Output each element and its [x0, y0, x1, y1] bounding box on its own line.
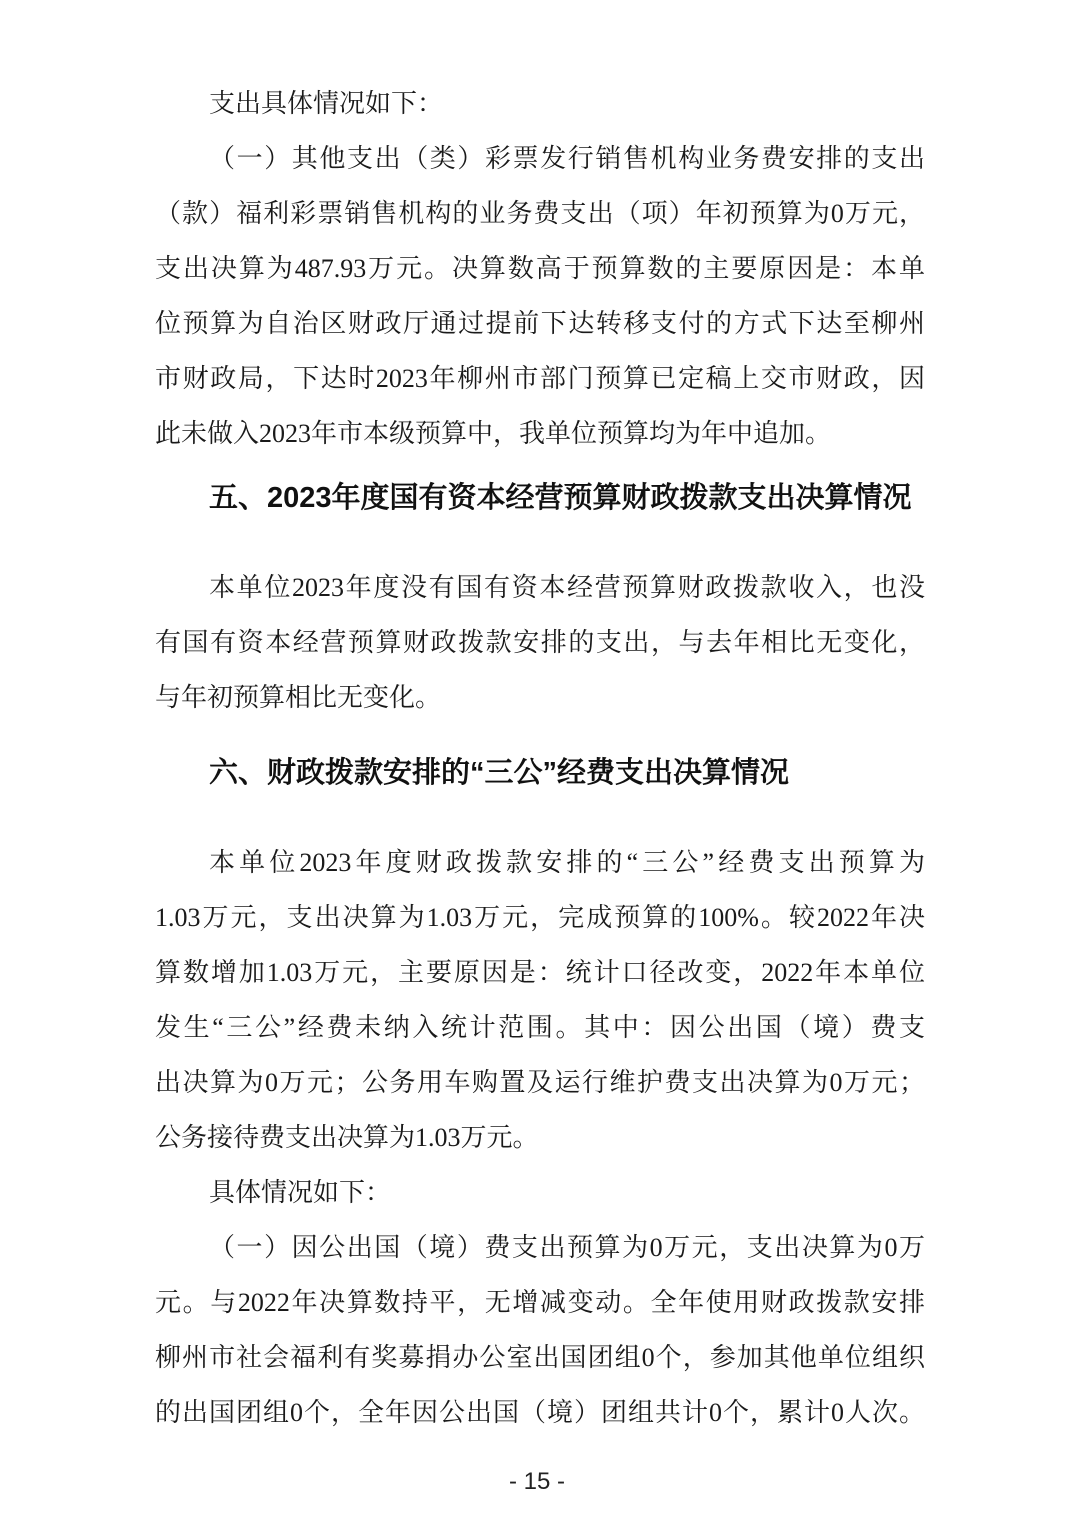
paragraph-state-capital-budget [155, 560, 925, 725]
text-line: 支出具体情况如下： [209, 89, 444, 118]
paragraph-overseas-trips [155, 1220, 925, 1440]
text-line: （款）福利彩票销售机构的业务费支出（项）年初预算为0万元， [155, 199, 925, 228]
section-heading-5: 五、2023年度国有资本经营预算财政拨款支出决算情况 [209, 482, 912, 514]
text-line: 出决算为0万元；公务用车购置及运行维护费支出决算为0万元； [155, 1068, 925, 1097]
paragraph-three-public-expenses [155, 835, 925, 1165]
section-heading-6: 六、财政拨款安排的“三公”经费支出决算情况 [209, 757, 790, 789]
text-line: 市财政局，下达时2023年柳州市部门预算已定稿上交市财政，因 [155, 364, 925, 393]
text-line: 此未做入2023年市本级预算中，我单位预算均为年中追加。 [155, 419, 832, 448]
text-line: 1.03万元，支出决算为1.03万元，完成预算的100%。较2022年决 [155, 903, 925, 932]
text-line: （一）因公出国（境）费支出预算为0万元，支出决算为0万 [209, 1233, 925, 1262]
page-number: - 15 - [508, 1468, 565, 1495]
text-line: 发生“三公”经费未纳入统计范围。其中：因公出国（境）费支 [155, 1013, 925, 1042]
paragraph-details-lead [155, 1165, 925, 1220]
text-line: 本单位2023年度财政拨款安排的“三公”经费支出预算为 [209, 848, 925, 877]
text-line: 算数增加1.03万元，主要原因是：统计口径改变，2022年本单位 [155, 958, 925, 987]
text-line: 的出国团组0个，全年因公出国（境）团组共计0个，累计0人次。 [155, 1398, 925, 1427]
text-line: 有国有资本经营预算财政拨款安排的支出，与去年相比无变化， [155, 628, 925, 657]
text-line: 本单位2023年度没有国有资本经营预算财政拨款收入，也没 [209, 573, 925, 602]
text-line: 具体情况如下： [209, 1178, 392, 1207]
text-line: 位预算为自治区财政厅通过提前下达转移支付的方式下达至柳州 [155, 309, 925, 338]
text-line: 柳州市社会福利有奖募捐办公室出国团组0个，参加其他单位组织 [155, 1343, 925, 1372]
text-line: 元。与2022年决算数持平，无增减变动。全年使用财政拨款安排 [155, 1288, 925, 1317]
text-line: 与年初预算相比无变化。 [155, 683, 442, 712]
paragraph-expenditure-details [155, 76, 925, 461]
text-line: 公务接待费支出决算为1.03万元。 [155, 1123, 539, 1152]
text-line: （一）其他支出（类）彩票发行销售机构业务费安排的支出 [209, 144, 925, 173]
text-line: 支出决算为487.93万元。决算数高于预算数的主要原因是：本单 [155, 254, 925, 283]
